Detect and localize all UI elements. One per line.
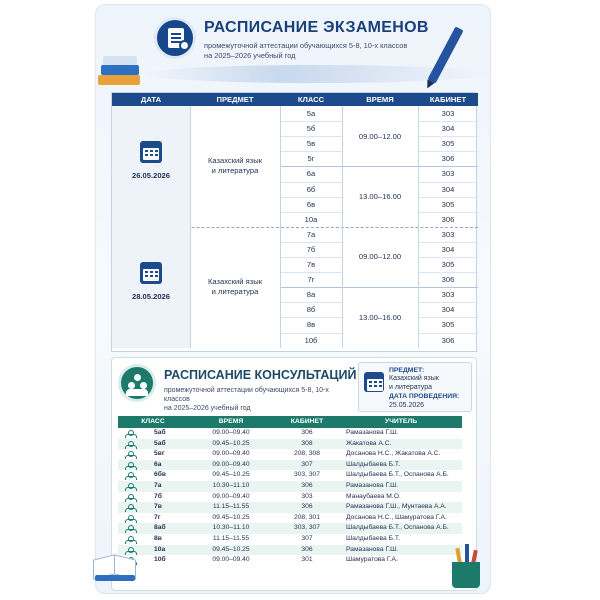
exam-title: РАСПИСАНИЕ ЭКЗАМЕНОВ <box>204 19 429 36</box>
row-divider <box>418 197 478 198</box>
row-divider <box>280 212 342 213</box>
exam-room: 306 <box>441 214 455 224</box>
consult-time: 09.00–09.40 <box>212 450 250 458</box>
exam-room: 305 <box>441 320 455 330</box>
exam-subtitle-line1: промежуточной аттестации обучающихся 5-8, 10-х классов <box>204 41 408 50</box>
calendar-icon <box>364 372 384 392</box>
exam-class: 8в <box>306 320 316 330</box>
exam-class: 5г <box>307 154 315 164</box>
row-divider <box>280 182 342 183</box>
column-divider <box>190 106 191 348</box>
consult-class: 7г <box>154 513 161 521</box>
consult-header-class: КЛАСС <box>141 418 165 425</box>
table-row <box>118 481 462 492</box>
exam-class: 8а <box>306 290 316 300</box>
exam-time: 09.00–12.00 <box>358 131 402 141</box>
consult-teacher: Рамазанова Г.Ш. <box>346 429 399 436</box>
consult-room: 303 <box>301 492 313 500</box>
row-divider <box>418 212 478 213</box>
exam-subject <box>190 106 280 227</box>
row-divider <box>280 333 342 334</box>
table-row <box>118 428 462 439</box>
books-icon <box>98 55 142 87</box>
poster <box>95 4 491 594</box>
consult-class: 6а <box>154 460 162 468</box>
consult-header-room: КАБИНЕТ <box>290 418 324 425</box>
consult-info-box <box>358 362 472 412</box>
consult-time: 10.30–11.10 <box>212 524 250 532</box>
row-divider <box>418 257 478 258</box>
consult-header-time: ВРЕМЯ <box>218 418 244 425</box>
exam-room: 303 <box>441 109 455 119</box>
consult-time: 11.15–11.55 <box>212 503 250 511</box>
consult-room: 306 <box>301 482 313 489</box>
table-row <box>118 439 462 450</box>
consult-class: 5вг <box>154 450 165 458</box>
student-icon <box>125 483 136 490</box>
exam-subject <box>190 227 280 348</box>
pencil-cup-icon <box>452 548 480 588</box>
consult-teacher: Досанова Н.С., Шамуратова Г.А. <box>346 513 447 521</box>
exam-time: 13.00–16.00 <box>358 312 402 322</box>
student-icon <box>125 462 136 469</box>
consult-room: 303, 307 <box>293 471 321 479</box>
student-icon <box>125 441 136 448</box>
row-divider <box>418 121 478 122</box>
consult-subtitle <box>164 386 354 413</box>
row-divider <box>280 302 342 303</box>
consult-room: 301 <box>301 556 313 564</box>
row-divider <box>280 317 342 318</box>
consult-header-teacher: УЧИТЕЛЬ <box>384 418 418 425</box>
day-block <box>112 106 190 227</box>
consult-time: 11.15–11.55 <box>212 535 250 542</box>
exam-class: 10а <box>304 214 318 224</box>
table-row <box>118 460 462 471</box>
consult-date-label: ДАТА ПРОВЕДЕНИЯ: <box>389 393 460 400</box>
consult-time: 09.00–09.40 <box>212 492 250 500</box>
row-divider <box>418 317 478 318</box>
row-divider <box>280 242 342 243</box>
consult-teacher: Манаубаева М.О. <box>346 492 401 500</box>
consult-teacher: Шалдыбаева Б.Т. <box>346 535 401 542</box>
exam-subtitle <box>204 41 444 60</box>
consult-subtitle-line2: на 2025–2026 учебный год <box>164 405 251 412</box>
row-divider <box>280 136 342 137</box>
row-divider <box>418 242 478 243</box>
consult-teacher: Досанова Н.С., Жакатова А.С. <box>346 450 441 458</box>
exam-class: 5б <box>306 124 316 134</box>
consult-room: 306 <box>301 545 313 553</box>
consult-class: 7б <box>154 492 162 500</box>
consult-room: 307 <box>301 535 313 542</box>
consult-time: 09.45–10.25 <box>212 545 250 553</box>
exam-room: 303 <box>441 229 455 239</box>
header-subject: ПРЕДМЕТ <box>190 93 280 106</box>
consult-room: 303, 307 <box>293 524 321 532</box>
consult-time: 09.45–10.25 <box>212 471 250 479</box>
consult-class: 7а <box>154 482 162 489</box>
checklist-clock-icon <box>154 17 196 59</box>
exam-class: 5в <box>306 139 316 149</box>
exam-subtitle-line2: на 2025–2026 учебный год <box>204 50 296 60</box>
exam-subject-line1: Казахский язык <box>207 277 263 287</box>
column-divider <box>280 106 281 348</box>
exam-room: 305 <box>441 199 455 209</box>
exam-subject-line1: Казахский язык <box>207 156 263 166</box>
exam-table <box>111 92 477 352</box>
consult-class: 5аб <box>154 429 166 436</box>
column-divider <box>418 106 419 348</box>
consult-time: 09.00–09.40 <box>212 460 250 468</box>
exam-room: 306 <box>441 154 455 164</box>
exam-class: 5а <box>306 109 316 119</box>
consult-teacher: Шамуратова Г.А. <box>346 556 398 564</box>
row-divider <box>418 151 478 152</box>
table-row <box>118 513 462 524</box>
exam-room: 304 <box>441 305 455 315</box>
consult-teacher: Рамазанова Г.Ш. <box>346 482 399 489</box>
consult-subject-line1: Казахский язык <box>389 375 439 382</box>
exam-class: 6а <box>306 169 316 179</box>
exam-class: 6б <box>306 184 316 194</box>
header-date: ДАТА <box>112 93 190 106</box>
consult-class: 10б <box>154 556 166 564</box>
consult-teacher: Шалдыбаева Б.Т. <box>346 460 401 468</box>
exam-room: 304 <box>441 244 455 254</box>
consult-time: 09.45–10.25 <box>212 439 250 447</box>
exam-room: 304 <box>441 124 455 134</box>
row-divider <box>280 272 342 273</box>
row-divider <box>418 182 478 183</box>
calendar-icon <box>140 141 162 163</box>
table-row <box>118 523 462 534</box>
student-icon <box>125 494 136 501</box>
consult-date: 25.05.2026 <box>389 401 425 409</box>
consult-table-header <box>118 416 462 428</box>
row-divider <box>280 151 342 152</box>
student-icon <box>125 536 136 543</box>
exam-header <box>96 5 491 87</box>
consult-room: 307 <box>301 460 313 468</box>
row-divider <box>418 302 478 303</box>
consult-class: 10а <box>154 545 166 553</box>
exam-room: 305 <box>441 139 455 149</box>
exam-time: 09.00–12.00 <box>358 252 402 262</box>
calendar-icon <box>140 262 162 284</box>
consult-subject-line2: и литература <box>389 383 432 391</box>
consult-time: 09.00–09.40 <box>212 429 250 436</box>
exam-room: 305 <box>441 260 455 270</box>
exam-class: 8б <box>306 305 316 315</box>
consult-teacher: Шалдыбаева Б.Т., Оспанова А.Б. <box>346 524 449 532</box>
row-divider <box>280 121 342 122</box>
table-row <box>118 492 462 503</box>
consult-class: 7в <box>154 503 162 511</box>
exam-subject-line2: и литература <box>211 287 259 297</box>
row-divider <box>280 257 342 258</box>
exam-time: 13.00–16.00 <box>358 192 402 202</box>
student-icon <box>125 504 136 511</box>
exam-class: 10б <box>304 335 318 345</box>
consult-time: 09.00–09.40 <box>212 556 250 564</box>
consult-section <box>111 357 477 591</box>
consult-teacher: Жакатова А.С. <box>346 439 392 447</box>
header-room: КАБИНЕТ <box>418 93 478 106</box>
consult-subtitle-line1: промежуточной аттестации обучающихся 5-8, 10-х классов <box>164 387 329 403</box>
student-icon <box>125 472 136 479</box>
student-icon <box>125 515 136 522</box>
exam-class: 7г <box>307 275 315 285</box>
exam-room: 303 <box>441 290 455 300</box>
header-time: ВРЕМЯ <box>342 93 418 106</box>
student-icon <box>125 430 136 437</box>
consult-room: 306 <box>301 503 313 511</box>
consult-class: 6бв <box>154 471 166 479</box>
consult-teacher: Шалдыбаева Б.Т., Оспанова А.Б. <box>346 471 449 479</box>
exam-class: 7б <box>306 244 316 254</box>
consult-room: 208, 301 <box>293 513 321 521</box>
exam-class: 7в <box>306 260 316 270</box>
exam-class: 6в <box>306 199 316 209</box>
table-row <box>118 534 462 545</box>
consult-class: 8в <box>154 535 162 542</box>
consult-teacher: Рамазанова Г.Ш. <box>346 545 399 553</box>
exam-room: 303 <box>441 169 455 179</box>
exam-room: 306 <box>441 335 455 345</box>
row-divider <box>418 136 478 137</box>
consult-teacher: Рамазанова Г.Ш., Мунтаева А.А. <box>346 503 447 511</box>
consult-room: 306 <box>301 429 313 436</box>
table-row <box>118 470 462 481</box>
day-block <box>112 227 190 348</box>
exam-subject-line2: и литература <box>211 166 259 176</box>
consult-class: 8аб <box>154 524 166 532</box>
exam-room: 304 <box>441 184 455 194</box>
table-row <box>118 449 462 460</box>
consult-time: 09.45–10.25 <box>212 513 250 521</box>
open-book-icon <box>93 547 137 583</box>
header-class: КЛАСС <box>280 93 342 106</box>
row-divider <box>280 197 342 198</box>
exam-room: 306 <box>441 275 455 285</box>
consult-room: 208, 308 <box>293 450 321 458</box>
consult-room: 308 <box>301 439 313 447</box>
row-divider <box>418 333 478 334</box>
student-icon <box>125 525 136 532</box>
consult-time: 10.30–11.10 <box>212 482 250 489</box>
consult-title: РАСПИСАНИЕ КОНСУЛЬТАЦИЙ <box>164 368 357 382</box>
people-group-icon <box>118 364 156 402</box>
row-divider <box>418 272 478 273</box>
consult-class: 5аб <box>154 439 166 447</box>
table-row <box>118 555 462 566</box>
student-icon <box>125 451 136 458</box>
exam-date: 28.05.2026 <box>131 291 170 301</box>
exam-class: 7а <box>306 229 316 239</box>
table-row <box>118 545 462 556</box>
column-divider <box>342 106 343 348</box>
table-row <box>118 502 462 513</box>
consult-subject-label: ПРЕДМЕТ: <box>389 367 425 374</box>
exam-date: 26.05.2026 <box>131 170 170 180</box>
